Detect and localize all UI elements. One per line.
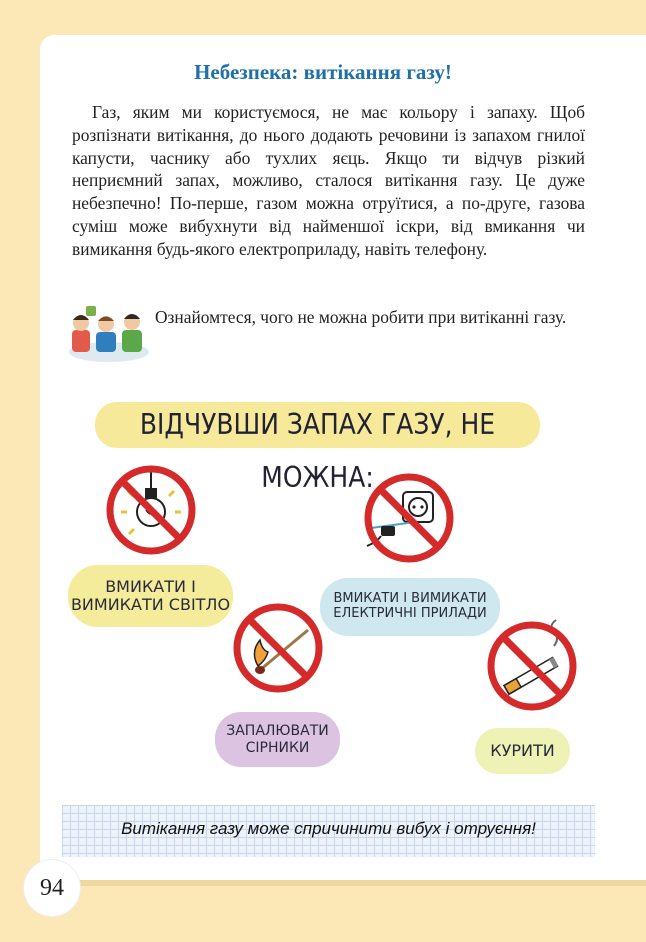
page-number: 94 xyxy=(40,875,64,901)
label-electric-line1: ВМИКАТИ І ВИМИКАТИ xyxy=(333,591,487,607)
no-electric-sign xyxy=(361,470,457,566)
body-paragraph: Газ, яким ми користуємося, не має кольору і запаху. Щоб розпізнати витікання, до нього додають речовини із запахом гнилої капусти, часнику або тухлих яєць. Якщо ти відчув різкий неприємний запах, можливо, сталося витікання газу. Це дуже небезпечно! По-перше, газом можна отруїтися, а по-друге, газова суміш може вибухнути від найменшої іскри, від вмикання чи вимикання будь-якого електроприладу, навіть телефону. xyxy=(72,102,585,259)
infographic-header: ВІДЧУВШИ ЗАПАХ ГАЗУ, НЕ МОЖНА: xyxy=(139,407,496,494)
no-light-sign xyxy=(103,462,199,558)
page-edge xyxy=(40,880,646,886)
label-light-line1: ВМИКАТИ І xyxy=(105,576,196,596)
task-text: Ознайомтеся, чого не можна робити при витіканні газу. xyxy=(155,307,567,327)
label-light-line2: ВИМИКАТИ СВІТЛО xyxy=(70,595,231,614)
warning-text: Витікання газу може спричинити вибух і отруєння! xyxy=(121,819,536,838)
page-title: Небезпека: витікання газу! xyxy=(194,60,452,84)
label-matches-line2: СІРНИКИ xyxy=(245,739,310,756)
label-smoking xyxy=(475,728,570,774)
no-matches-sign xyxy=(230,600,326,696)
label-matches xyxy=(215,712,340,767)
label-electric-line2: ЕЛЕКТРИЧНІ ПРИЛАДИ xyxy=(333,606,487,621)
label-smoking-line1: КУРИТИ xyxy=(490,740,555,760)
label-light xyxy=(68,565,233,627)
no-smoking-sign xyxy=(484,618,580,714)
label-matches-line1: ЗАПАЛЮВАТИ xyxy=(226,723,329,740)
children-group-icon xyxy=(66,300,152,364)
label-electric xyxy=(320,578,500,636)
